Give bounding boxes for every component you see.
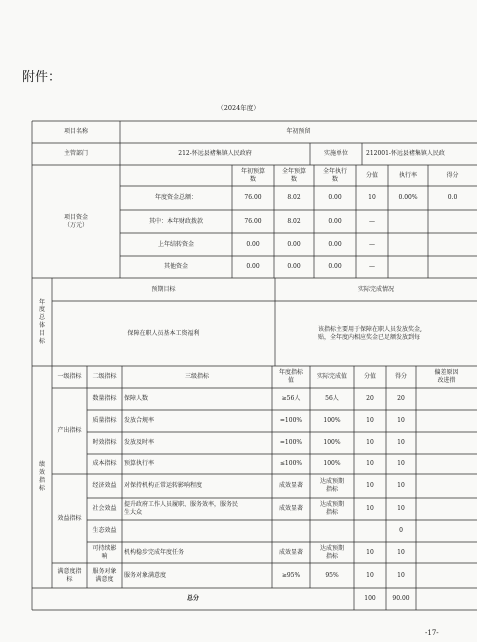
funds-label: 项目资金 （万元）: [63, 213, 88, 229]
indicator-points: 10: [397, 439, 405, 447]
header-level1: 一级指标: [57, 373, 82, 381]
indicator-name: 提升政府工作人员履职、服务效率，服务民 生大众: [124, 501, 239, 516]
header-target: 年度指标 值: [278, 369, 303, 384]
project-name-label: 项目名称: [63, 128, 88, 136]
indicator-score: 10: [366, 571, 374, 579]
total-label: 总分: [186, 595, 199, 603]
col-initial-budget: 年初预算 数: [240, 167, 265, 183]
indicator-actual: [310, 520, 354, 542]
indicator-points: 10: [397, 460, 405, 468]
funds-row-score: —: [369, 217, 375, 225]
indicator-name: 服务对象满意度: [124, 571, 167, 579]
funds-row-full: 0.00: [287, 263, 301, 271]
funds-row-exec: 0.00: [328, 217, 342, 225]
header-actual: 实际完成值: [316, 373, 347, 381]
project-name-value: 年初预留: [286, 128, 311, 136]
attachment-label: 附件：: [22, 70, 62, 85]
level2-label: 质量指标: [92, 417, 117, 425]
indicator-name: [124, 520, 272, 542]
funds-row-exec: 0.00: [328, 263, 342, 271]
level1-benefit: 效益指标: [57, 514, 82, 522]
indicator-actual: 95%: [325, 571, 339, 579]
indicator-actual: 达成预期 指标: [319, 501, 344, 516]
col-rate: 执行率: [398, 171, 417, 179]
funds-row-initial: 76.00: [244, 217, 262, 225]
indicator-score: 10: [366, 482, 374, 490]
funds-row-full: 8.02: [287, 217, 301, 225]
header-level2: 二级指标: [92, 373, 117, 381]
actual-completion-text: 该指标主要用于保障在职人员发放奖金, 贴，全年度内相应奖金已足额发放到每: [318, 325, 422, 341]
indicator-target: =100%: [279, 439, 303, 447]
indicator-target: 成效显著: [278, 505, 303, 513]
level2-label: 服务对象 满意度: [92, 567, 117, 583]
indicator-target: =100%: [279, 417, 303, 425]
funds-row-initial: 0.00: [246, 263, 260, 271]
indicator-points: 10: [397, 571, 405, 579]
indicator-target: [272, 520, 310, 542]
indicator-points: 0: [399, 527, 403, 535]
unit-value: 212001-怀远县褚集镇人民政: [366, 150, 445, 158]
header-deviation: 偏差原因 改进措: [434, 369, 459, 384]
level2-label: 数量指标: [92, 395, 117, 403]
funds-row-label: 其中：本年财政拨款: [148, 217, 203, 225]
funds-row-exec: 0.00: [328, 240, 342, 248]
funds-row-exec: 0.00: [328, 194, 342, 202]
funds-row-label: 年度资金总额：: [154, 194, 197, 202]
indicator-target: ≤100%: [279, 460, 303, 468]
expected-goal-header: 预期目标: [151, 285, 176, 293]
level1-output: 产出指标: [57, 427, 82, 435]
indicator-actual: 100%: [323, 439, 341, 447]
col-score: 分值: [365, 171, 378, 179]
goals-section-label: 年 度 总 体 目 标: [38, 298, 45, 345]
indicator-actual: 达成预期 指标: [319, 544, 344, 560]
page-number: -17-: [425, 629, 439, 637]
col-execution: 全年执行 数: [322, 167, 347, 183]
level2-label: 社会效益: [92, 505, 117, 513]
indicator-points: 10: [397, 482, 405, 490]
level2-label: 成本指标: [92, 460, 117, 468]
indicator-name: 发放合规率: [124, 417, 155, 425]
indicator-points: 10: [397, 548, 405, 556]
indicator-actual: 100%: [323, 460, 341, 468]
indicator-name: 预算执行率: [124, 460, 155, 468]
indicator-name: 保障人数: [124, 395, 149, 403]
dept-label: 主管部门: [63, 150, 88, 158]
indicators-section-label: 绩 效 指 标: [38, 461, 45, 492]
funds-row-initial: 0.00: [246, 240, 260, 248]
funds-row-label: 其他资金: [163, 263, 188, 271]
indicator-points: 20: [397, 395, 405, 403]
indicator-points: 10: [397, 505, 405, 513]
indicator-target: ≥56人: [281, 395, 301, 403]
indicator-actual: 达成预期 指标: [319, 478, 344, 493]
level2-label: 时效指标: [92, 439, 117, 447]
indicator-score: 10: [366, 439, 374, 447]
funds-row-initial: 76.00: [244, 194, 262, 202]
funds-row-rate: 0.00%: [398, 194, 418, 202]
year-label: （2024年度）: [217, 104, 260, 112]
indicator-target: 成效显著: [278, 548, 303, 556]
funds-row-points: 0.0: [447, 194, 458, 202]
funds-row-score: —: [369, 263, 375, 271]
funds-row-full: 0.00: [287, 240, 301, 248]
indicator-score: 10: [366, 548, 374, 556]
level2-label: 生态效益: [92, 527, 117, 535]
indicator-name: 机构稳步完成年度任务: [124, 548, 185, 556]
funds-row-full: 8.02: [287, 194, 301, 202]
funds-row-score: —: [369, 240, 375, 248]
indicator-name: 发放及时率: [124, 439, 155, 447]
indicator-actual: 100%: [323, 417, 341, 425]
indicator-score: 10: [366, 417, 374, 425]
level2-label: 可持续影 响: [92, 544, 117, 560]
col-full-budget: 全年预算 数: [281, 167, 306, 183]
indicator-name: 对保持机构正常运转影响程度: [124, 482, 203, 490]
level2-label: 经济效益: [92, 482, 117, 490]
expected-goal-text: 保障在职人员基本工资福利: [127, 329, 200, 337]
dept-value: 212-怀远县褚集镇人民政府: [178, 150, 252, 158]
header-score: 分值: [363, 373, 376, 381]
header-points: 得分: [394, 373, 407, 381]
indicator-points: 10: [397, 417, 405, 425]
col-points: 得分: [446, 171, 459, 179]
funds-row-label: 上年结转资金: [157, 240, 194, 248]
indicator-target: 成效显著: [278, 482, 303, 490]
total-score: 100: [364, 595, 376, 603]
indicator-target: ≥95%: [281, 571, 301, 579]
funds-row-score: 10: [368, 194, 376, 202]
indicator-score: 20: [366, 395, 374, 403]
indicator-score: [354, 520, 386, 542]
indicator-actual: 56人: [325, 395, 339, 403]
actual-completion-header: 实际完成情况: [357, 285, 394, 293]
indicator-score: 10: [366, 460, 374, 468]
header-level3: 三级指标: [184, 373, 209, 381]
level1-satisfaction: 满意度指 标: [57, 567, 82, 583]
unit-label: 实施单位: [323, 150, 348, 158]
indicator-score: 10: [366, 505, 374, 513]
total-points: 90.00: [392, 595, 410, 603]
